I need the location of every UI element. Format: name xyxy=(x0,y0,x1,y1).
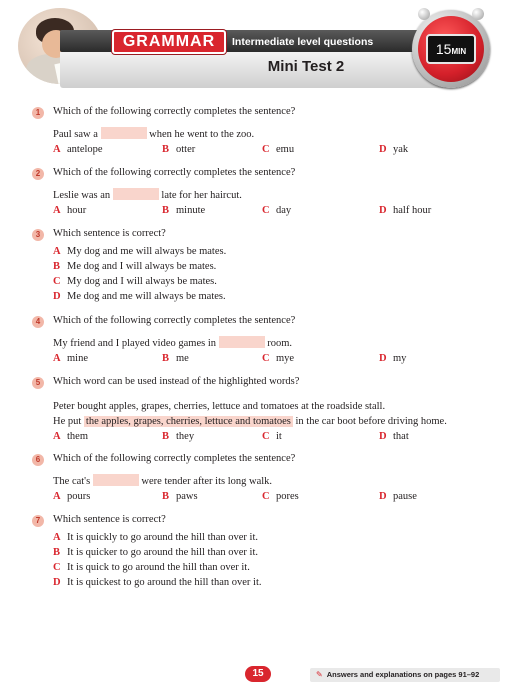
question-5 xyxy=(32,376,447,445)
question-sentence: The cat's were tender after its long walk. xyxy=(53,476,273,487)
pencil-icon: ✎ xyxy=(316,670,323,679)
option-b[interactable]: B It is quicker to go around the hill than over it. xyxy=(53,547,258,558)
option-d[interactable]: D It is quickest to go around the hill than over it. xyxy=(53,577,262,588)
passage-line-2: He put the apples, grapes, cherries, lettuce and tomatoes in the car boot before driving home. xyxy=(53,416,447,427)
question-number: 3 xyxy=(32,229,44,241)
page-title: Mini Test 2 xyxy=(267,58,345,75)
question-number: 1 xyxy=(32,107,44,119)
option-c[interactable]: C My dog and I will always be mates. xyxy=(53,276,217,287)
answer-blank[interactable] xyxy=(93,474,139,486)
question-2 xyxy=(32,167,432,219)
question-number: 7 xyxy=(32,515,44,527)
option-c[interactable]: C day xyxy=(262,205,292,216)
option-d[interactable]: D my xyxy=(379,353,407,364)
question-prompt: Which of the following correctly completes the sentence? xyxy=(53,315,296,326)
question-sentence: My friend and I played video games in room. xyxy=(53,338,293,349)
option-a[interactable]: A mine xyxy=(53,353,88,364)
answer-options xyxy=(32,353,407,367)
option-d[interactable]: D that xyxy=(379,431,409,442)
question-4 xyxy=(32,315,407,367)
timer-unit: MIN xyxy=(451,47,467,56)
answer-blank[interactable] xyxy=(101,127,147,139)
question-number: 4 xyxy=(32,316,44,328)
answer-options xyxy=(32,205,432,219)
option-d[interactable]: D Me dog and me will always be mates. xyxy=(53,291,226,302)
question-number: 2 xyxy=(32,168,44,180)
question-number: 6 xyxy=(32,454,44,466)
answer-blank[interactable] xyxy=(113,188,159,200)
option-d[interactable]: D half hour xyxy=(379,205,432,216)
question-prompt: Which of the following correctly completes the sentence? xyxy=(53,453,296,464)
option-c[interactable]: C mye xyxy=(262,353,295,364)
option-a[interactable]: A pours xyxy=(53,491,91,502)
stopwatch-icon xyxy=(412,10,490,88)
option-b[interactable]: B they xyxy=(162,431,195,442)
answer-options xyxy=(32,491,417,505)
option-a[interactable]: A It is quickly to go around the hill than over it. xyxy=(53,532,259,543)
option-b[interactable]: B me xyxy=(162,353,189,364)
question-prompt: Which word can be used instead of the highlighted words? xyxy=(53,376,300,387)
answer-options xyxy=(32,431,447,445)
question-number: 5 xyxy=(32,377,44,389)
question-prompt: Which of the following correctly completes the sentence? xyxy=(53,167,296,178)
option-b[interactable]: B otter xyxy=(162,144,196,155)
option-a[interactable]: A hour xyxy=(53,205,87,216)
question-sentence: Leslie was an late for her haircut. xyxy=(53,190,242,201)
timer-value: 15 xyxy=(435,41,452,57)
question-prompt: Which sentence is correct? xyxy=(53,514,166,525)
option-d[interactable]: D pause xyxy=(379,491,417,502)
option-a[interactable]: A them xyxy=(53,431,88,442)
option-d[interactable]: D yak xyxy=(379,144,409,155)
timer-display xyxy=(426,34,476,64)
option-c[interactable]: C pores xyxy=(262,491,299,502)
passage-line-1: Peter bought apples, grapes, cherries, lettuce and tomatoes at the roadside stall. xyxy=(53,401,386,412)
option-b[interactable]: B paws xyxy=(162,491,198,502)
option-c[interactable]: C It is quick to go around the hill than over it. xyxy=(53,562,250,573)
option-b[interactable]: B minute xyxy=(162,205,206,216)
highlighted-words: the apples, grapes, cherries, lettuce and tomatoes xyxy=(85,416,291,427)
option-c[interactable]: C it xyxy=(262,431,282,442)
answers-note: ✎ Answers and explanations on pages 91–92 xyxy=(310,668,500,682)
page-header xyxy=(0,0,510,92)
answer-blank[interactable] xyxy=(219,336,265,348)
question-3 xyxy=(32,228,226,304)
question-prompt: Which sentence is correct? xyxy=(53,228,166,239)
option-a[interactable]: A My dog and me will always be mates. xyxy=(53,246,227,257)
question-7 xyxy=(32,514,262,590)
question-1 xyxy=(32,106,409,158)
level-label: Intermediate level questions xyxy=(232,36,374,48)
question-prompt: Which of the following correctly completes the sentence? xyxy=(53,106,296,117)
option-b[interactable]: B Me dog and I will always be mates. xyxy=(53,261,217,272)
answer-options xyxy=(32,144,409,158)
grammar-badge: GRAMMAR xyxy=(112,30,226,54)
option-c[interactable]: C emu xyxy=(262,144,295,155)
question-sentence: Paul saw a when he went to the zoo. xyxy=(53,129,255,140)
question-6 xyxy=(32,453,417,505)
option-a[interactable]: A antelope xyxy=(53,144,103,155)
page-number: 15 xyxy=(245,666,271,682)
